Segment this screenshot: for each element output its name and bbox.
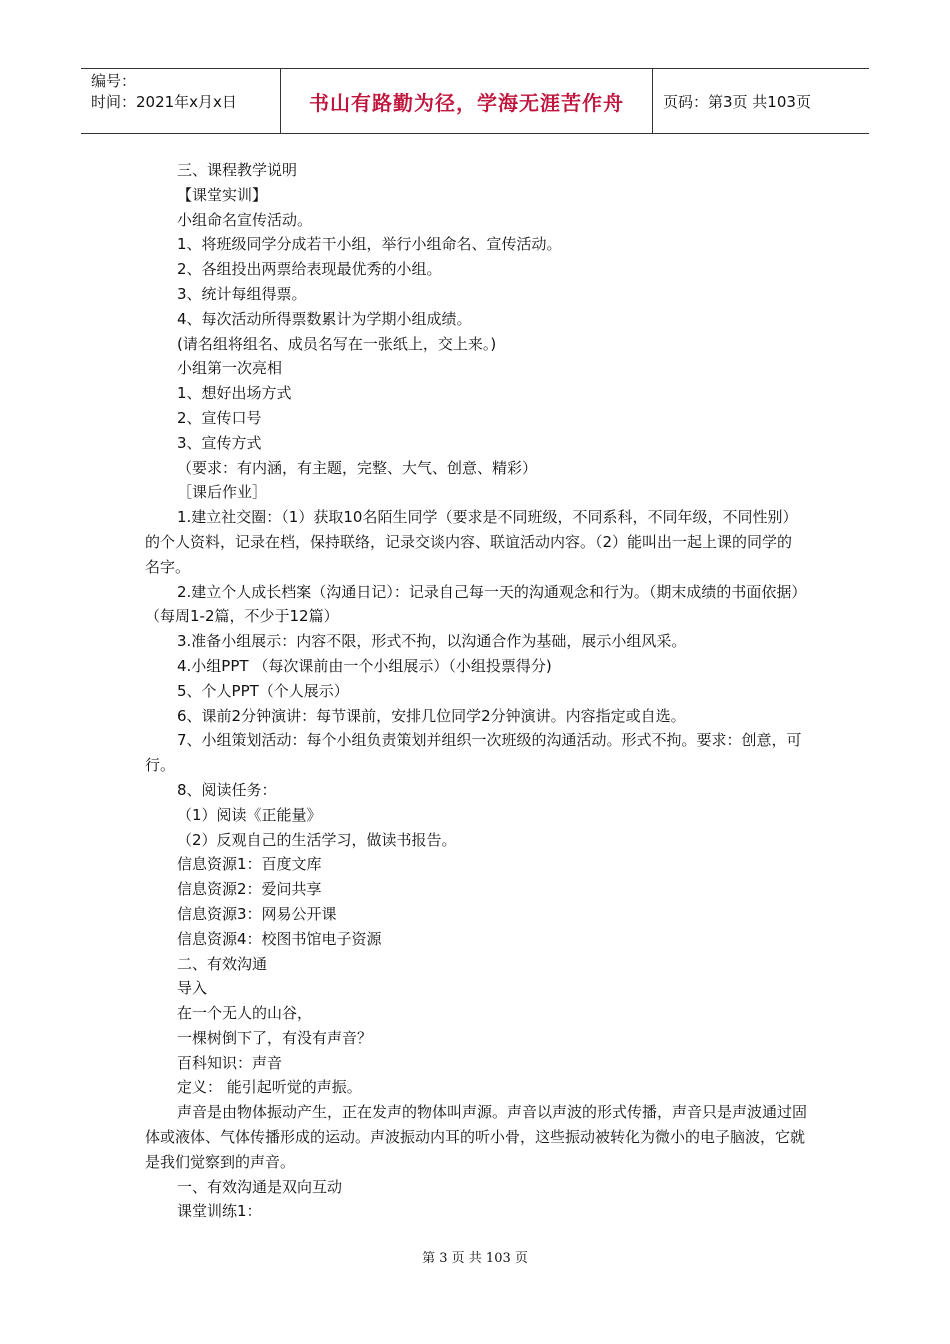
doc-time-label: 时间：2021年x月x日 <box>91 93 237 111</box>
paragraph: 一棵树倒下了，有没有声音？ <box>177 1028 373 1047</box>
list-item: （2）反观自己的生活学习，做读书报告。 <box>177 830 457 849</box>
paragraph: 百科知识：声音 <box>177 1053 283 1072</box>
header-page-cell <box>653 69 869 133</box>
section-heading: 二、有效沟通 <box>177 954 268 973</box>
section-heading: 一、有效沟通是双向互动 <box>177 1177 343 1196</box>
paragraph: 课堂训练1： <box>177 1202 262 1221</box>
list-item: （1）阅读《正能量》 <box>177 805 322 824</box>
paragraph: 定义： 能引起听觉的声振。 <box>177 1078 362 1097</box>
page-header <box>81 68 869 134</box>
homework-item: 5、个人PPT（个人展示） <box>177 681 349 700</box>
section-heading: 三、课程教学说明 <box>177 161 298 179</box>
paragraph: (请名组将组名、成员名写在一张纸上，交上来。) <box>177 334 497 353</box>
subheading: ［课后作业］ <box>177 483 268 502</box>
resource-item: 信息资源1：百度文库 <box>177 855 322 874</box>
paragraph: 小组命名宣传活动。 <box>177 210 313 229</box>
list-item: 3、统计每组得票。 <box>177 284 307 303</box>
header-motto: 书山有路勤为径，学海无涯苦作舟 <box>309 90 624 115</box>
list-item: 4、每次活动所得票数累计为学期小组成绩。 <box>177 309 472 328</box>
header-meta <box>81 69 281 133</box>
homework-item: 2.建立个人成长档案（沟通日记）：记录自己每一天的沟通观念和行为。（期末成绩的书面依据）（每周1-2篇，不少于12篇） <box>145 582 807 626</box>
homework-item: 4.小组PPT （每次课前由一个小组展示）（小组投票得分) <box>177 656 552 675</box>
list-item: 2、各组投出两票给表现最优秀的小组。 <box>177 260 442 279</box>
homework-item: 8、阅读任务： <box>177 780 277 799</box>
doc-number-label: 编号： <box>91 72 137 90</box>
paragraph: 声音是由物体振动产生，正在发声的物体叫声源。声音以声波的形式传播，声音只是声波通过固体或液体、气体传播形成的运动。声波振动内耳的听小骨，这些振动被转化为微小的电子脑波，它就是我们觉察到的声音。 <box>145 1103 808 1171</box>
resource-item: 信息资源4：校图书馆电子资源 <box>177 929 382 948</box>
paragraph: （要求：有内涵，有主题，完整、大气、创意、精彩） <box>177 458 538 477</box>
page-footer: 第 3 页 共 103 页 <box>422 1251 528 1266</box>
paragraph: 小组第一次亮相 <box>177 359 283 378</box>
resource-item: 信息资源2：爱问共享 <box>177 880 322 899</box>
homework-item: 6、课前2分钟演讲：每节课前，安排几位同学2分钟演讲。内容指定或自选。 <box>177 706 686 725</box>
header-motto-cell <box>281 69 653 133</box>
homework-item: 1.建立社交圈：（1）获取10名陌生同学（要求是不同班级，不同系科，不同年级，不同性别）的个人资料，记录在档，保持联络，记录交谈内容、联谊活动内容。（2）能叫出一起上课的同学的名字。 <box>145 508 798 576</box>
subheading: 【课堂实训】 <box>177 185 268 204</box>
paragraph: 在一个无人的山谷， <box>177 1004 313 1023</box>
list-item: 2、宣传口号 <box>177 408 262 427</box>
list-item: 3、宣传方式 <box>177 433 262 452</box>
homework-item: 3.准备小组展示：内容不限，形式不拘，以沟通合作为基础，展示小组风采。 <box>177 632 687 651</box>
list-item: 1、将班级同学分成若干小组，举行小组命名、宣传活动。 <box>177 235 562 254</box>
resource-item: 信息资源3：网易公开课 <box>177 904 337 923</box>
header-page-info: 页码：第3页 共103页 <box>663 92 811 111</box>
document-body <box>145 158 807 1224</box>
paragraph: 导入 <box>177 979 208 998</box>
homework-item: 7、小组策划活动：每个小组负责策划并组织一次班级的沟通活动。形式不拘。要求：创意，可行。 <box>145 731 802 775</box>
list-item: 1、想好出场方式 <box>177 384 292 403</box>
